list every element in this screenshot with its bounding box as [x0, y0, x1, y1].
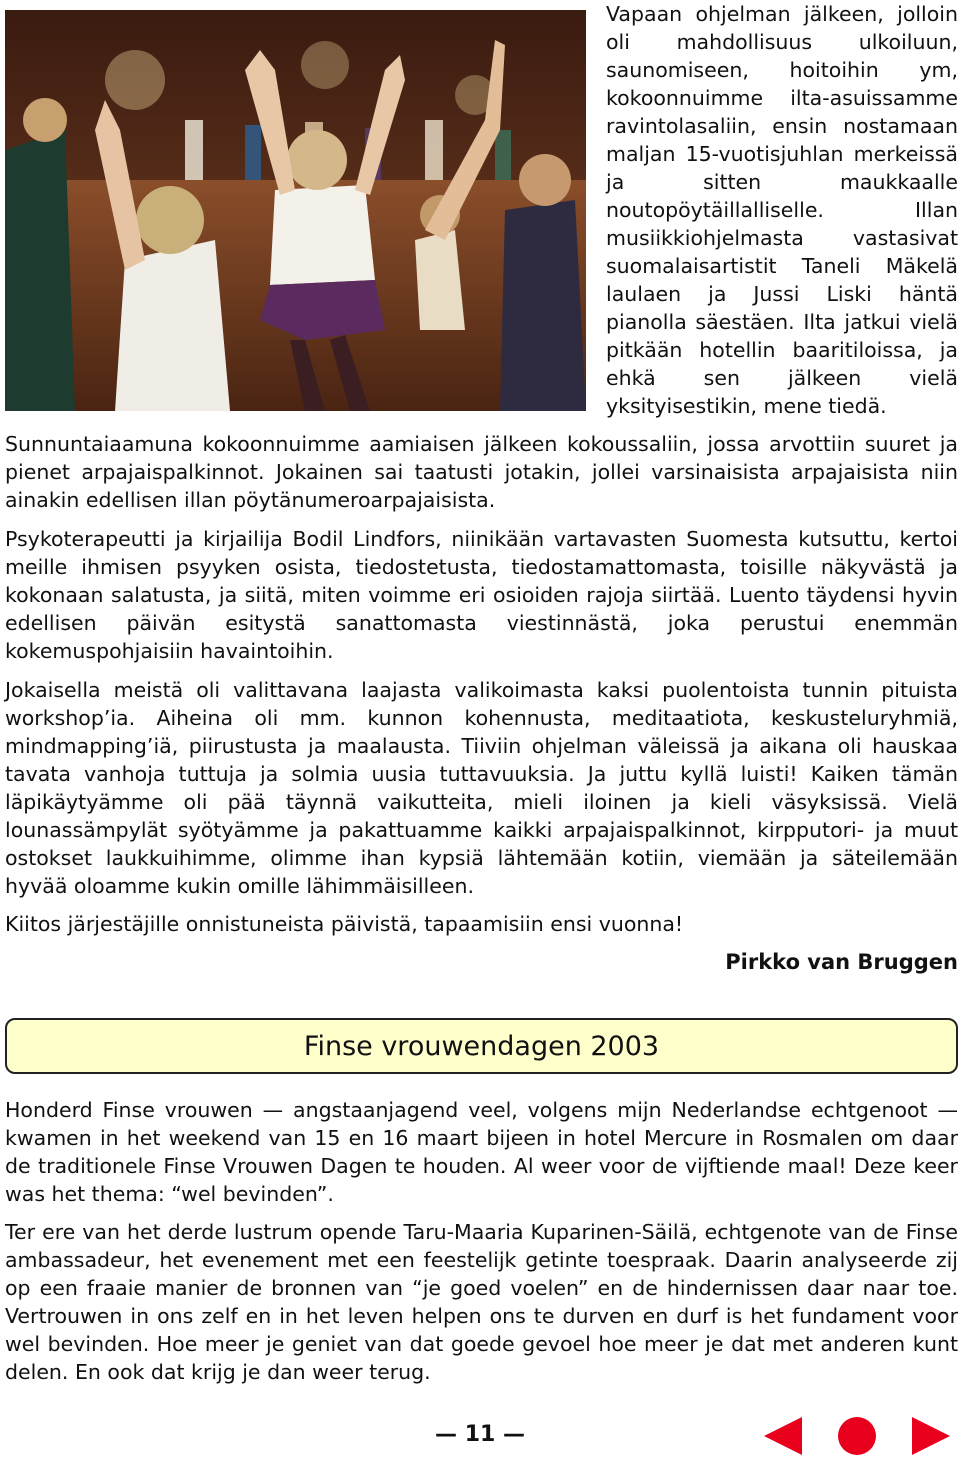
article-title-box [5, 1018, 958, 1074]
page-number: — 11 — [435, 1422, 525, 1447]
finnish-paragraph-lecture: Psykoterapeutti ja kirjailija Bodil Lindfors, niinikään vartavasten Suomesta kutsuttu, kertoi meille ihmisen psyyken osista, tiedostetusta, tiedostamattomasta, toisille näkyvästä ja kokonaan salatusta, ja siitä, miten voimme eri osioiden rajoja siirtää. Luento täydensi hyvin edellisen päivän esitystä sanattomasta viestinnästä, joka perustui enemmän kokemuspohjaisiin havaintoihin. [5, 527, 958, 663]
dance-photo [5, 10, 586, 411]
finnish-paragraph-sunday: Sunnuntaiaamuna kokoonnuimme aamiaisen jälkeen kokoussaliin, jossa arvottiin suuret ja pienet arpajaispalkinnot. Jokainen sai taatusti jotakin, jollei varsinaisista arpajaisista niin ainakin edellisen illan pöytänumeroarpajaisista. [5, 432, 958, 512]
finnish-paragraph-workshops: Jokaisella meistä oli valittavana laajasta valikoimasta kaksi puolentoista tunnin pituista workshop’ia. Aiheina oli mm. kunnon kohennusta, meditaatiota, keskusteluryhmiä, mindmapping’iä, piirustusta ja maalausta. Tiiviin ohjelman väleissä ja aikana oli hauskaa tavata vanhoja tuttuja ja solmia uusia tuttavuuksia. Ja juttu kyllä luisti! Kaiken tämän läpikäytyämme oli pää täynnä vaikutteita, mieli iloinen ja kieli väsyksissä. Vielä lounassämpylät syötyämme ja pakattuamme kaikki arpajaispalkinnot, kirpputori- ja muut ostokset laukkuihimme, olimme ihan kypsiä lähtemään kotiin, viemään ja säteilemään hyvää oloamme kukin omille lähimmäisilleen. [5, 678, 958, 898]
finnish-paragraph-thanks: Kiitos järjestäjille onnistuneista päivistä, tapaamisiin ensi vuonna! [5, 912, 684, 936]
home-circle-icon[interactable] [836, 1413, 878, 1459]
next-page-icon[interactable] [910, 1413, 952, 1459]
author-signature: Pirkko van Bruggen [725, 950, 958, 974]
article-title: Finse vrouwendagen 2003 [303, 1030, 660, 1062]
dance-photo-illustration [5, 10, 586, 411]
dutch-paragraph-opening: Ter ere van het derde lustrum opende Taru-Maaria Kuparinen-Säilä, echtgenote van de Finse ambassadeur, het evenement met een feestelijk getinte toespraak. Daarin analyseerde zij op een fraaie manier de bronnen van “je goed voelen” en de hindernissen daar naar toe. Vertrouwen in ons zelf en in het leven helpen ons te durven en durf is het fundament voor wel bevinden. Hoe meer je geniet van dat goede gevoel hoe meer je dat met anderen kunt delen. En ook dat krijg je dan weer terug. [5, 1220, 958, 1384]
previous-page-icon[interactable] [762, 1413, 804, 1459]
dutch-paragraph-intro: Honderd Finse vrouwen — angstaanjagend veel, volgens mijn Nederlandse echtgenoot — kwamen in het weekend van 15 en 16 maart bijeen in hotel Mercure in Rosmalen om daar de traditionele Finse Vrouwen Dagen te houden. Al weer voor de vijftiende maal! Deze keer was het thema: “wel bevinden”. [5, 1098, 958, 1206]
finnish-evening-paragraph: Vapaan ohjelman jälkeen, jolloin oli mahdollisuus ulkoiluun, saunomiseen, hoitoihin ym, kokoonnuimme ilta-asuissamme ravintolasaliin, ensin nostamaan maljan 15-vuotisjuhlan merkeissä ja sitten maukkaalle noutopöytäillalliselle. Illan musiikkiohjelmasta vastasivat suomalaisartistit Taneli Mäkelä laulaen ja Jussi Liski häntä pianolla säestäen. Ilta jatkui vielä pitkään hotellin baaritiloissa, ja ehkä sen jälkeen vielä yksityisestikin, mene tiedä. [606, 2, 958, 418]
